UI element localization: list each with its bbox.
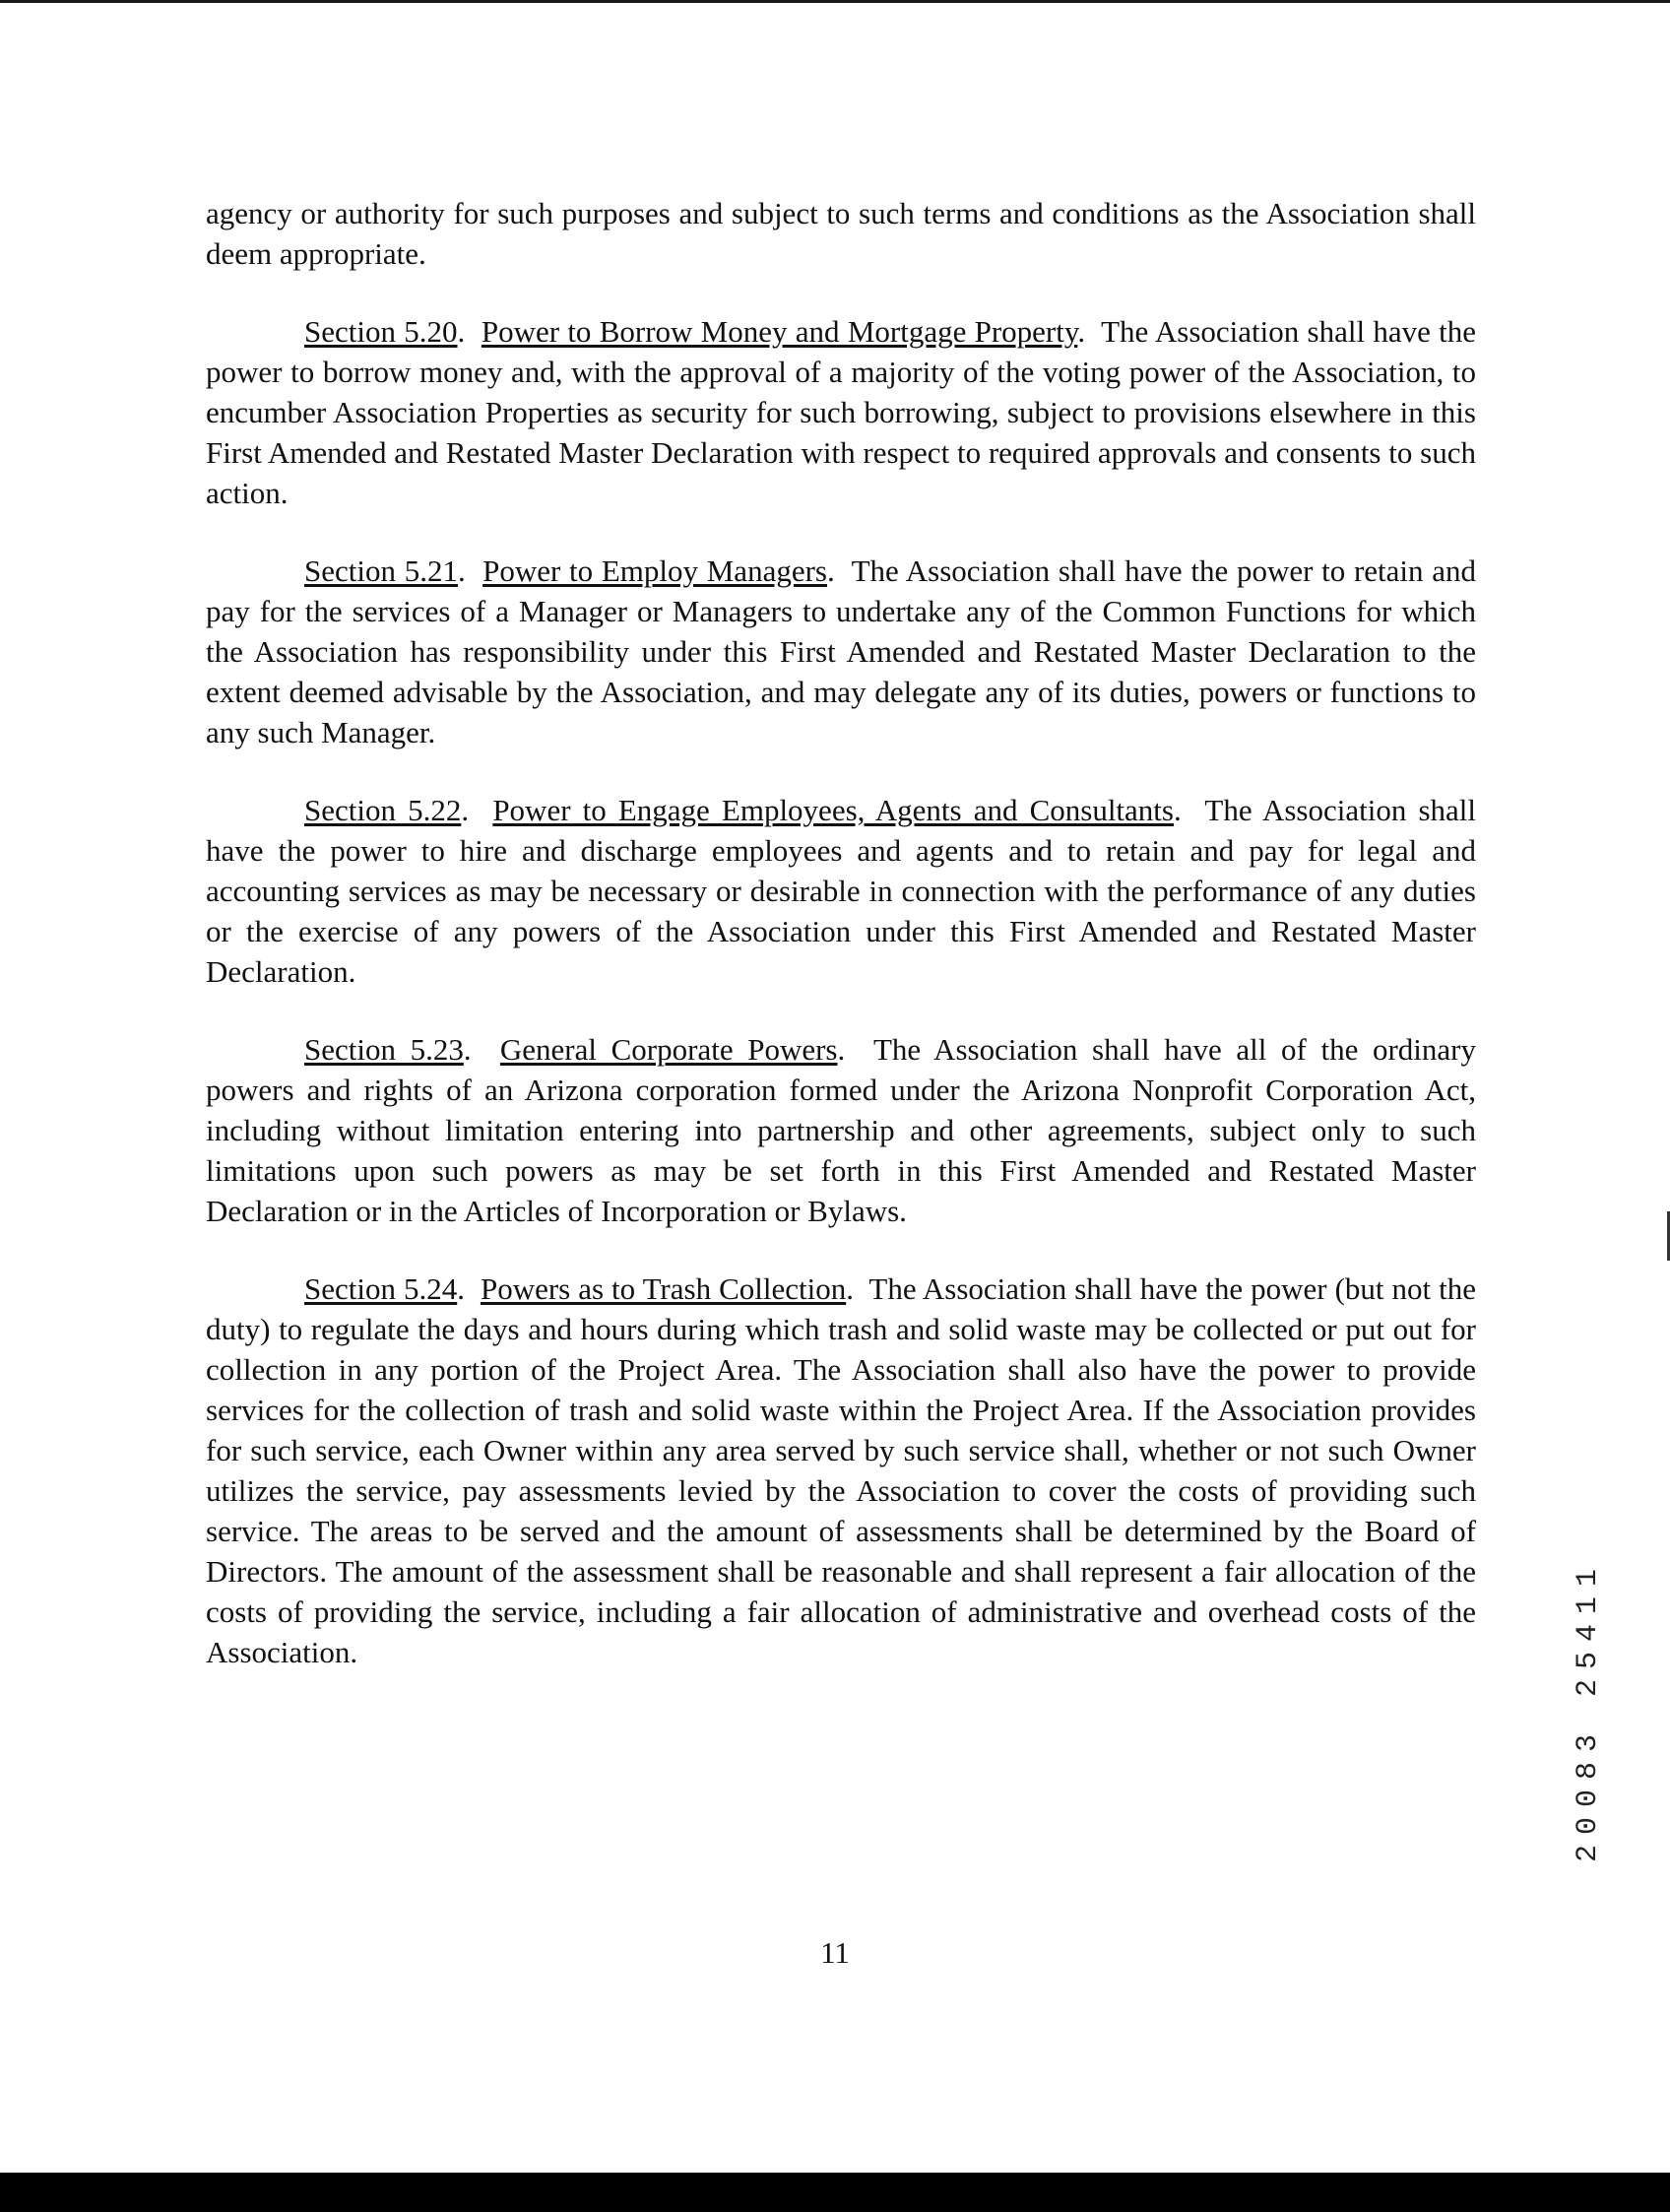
page-number: 11 [820, 1935, 850, 1970]
section-number: Section 5.22 [304, 793, 462, 827]
section-5-23: Section 5.23. General Corporate Powers. The Association shall have all of the ordinary powers and rights of an Arizona corporation formed under the Arizona Nonprofit Corporation Act, including without limitation entering into partnership and other agreements, subject only to such limitations upon such powers as may be set forth in this First Amended and Restated Master Declaration or in the Articles of Incorporation or Bylaws. [206, 1032, 1476, 1228]
section-title: Powers as to Trash Collection [480, 1271, 847, 1306]
recording-stamp-text: 20083 25411 [1572, 1559, 1605, 1863]
section-body: The Association shall have the power to borrow money and, with the approval of a majority of the voting power of the Association, to encumber Association Properties as security for such borrowing, subject to provisions elsewhere in this First Amended and Restated Master Declaration with respect to required approvals and consents to such action. [206, 314, 1477, 510]
section-body: The Association shall have all of the ordinary powers and rights of an Arizona corporation formed under the Arizona Nonprofit Corporation Act, including without limitation entering into partnership and other agreements, subject only to such limitations upon such powers as may be set forth in this First Amended and Restated Master Declaration or in the Articles of Incorporation or Bylaws. [206, 1032, 1476, 1228]
section-5-24: Section 5.24. Powers as to Trash Collection. The Association shall have the power (but not the duty) to regulate the days and hours during which trash and solid waste may be collected or put out for collection in any portion of the Project Area. The Association shall also have the power to provide services for the collection of trash and solid waste within the Project Area. If the Association provides for such service, each Owner within any area served by such service shall, whether or not such Owner utilizes the service, pay assessments levied by the Association to cover the costs of providing such service. The areas to be served and the amount of assessments shall be determined by the Board of Directors. The amount of the assessment shall be reasonable and shall represent a fair allocation of the costs of providing the service, including a fair allocation of administrative and overhead costs of the Association. [206, 1271, 1476, 1669]
section-5-21: Section 5.21. Power to Employ Managers. The Association shall have the power to retain and pay for the services of a Manager or Managers to undertake any of the Common Functions for which the Association has responsibility under this First Amended and Restated Master Declaration to the extent deemed advisable by the Association, and may delegate any of its duties, powers or functions to any such Manager. [206, 553, 1476, 749]
intro-text: agency or authority for such purposes and subject to such terms and conditions as the Association shall deem appropriate. [206, 196, 1476, 271]
intro-paragraph [206, 193, 1476, 274]
section-body: The Association shall have the power to retain and pay for the services of a Manager or Managers to undertake any of the Common Functions for which the Association has responsibility under this First Amended and Restated Master Declaration to the extent deemed advisable by the Association, and may delegate any of its duties, powers or functions to any such Manager. [206, 553, 1476, 749]
scan-edge-bottom [0, 2173, 1670, 2212]
document-body [206, 193, 1476, 1710]
scan-edge-top [0, 0, 1670, 3]
section-5-20: Section 5.20. Power to Borrow Money and Mortgage Property. The Association shall have the power to borrow money and, with the approval of a majority of the voting power of the Association, to encumber Association Properties as security for such borrowing, subject to provisions elsewhere in this First Amended and Restated Master Declaration with respect to required approvals and consents to such action. [206, 314, 1477, 510]
section-5-22: Section 5.22. Power to Engage Employees, Agents and Consultants. The Association shall have the power to hire and discharge employees and agents and to retain and pay for legal and accounting services as may be necessary or desirable in connection with the performance of any duties or the exercise of any powers of the Association under this First Amended and Restated Master Declaration. [206, 793, 1477, 989]
section-title: Power to Borrow Money and Mortgage Property [481, 314, 1078, 349]
section-number: Section 5.24 [304, 1271, 458, 1306]
section-number: Section 5.20 [304, 314, 458, 349]
section-number: Section 5.21 [304, 553, 458, 588]
section-number: Section 5.23 [304, 1032, 464, 1067]
recording-stamp [1572, 1559, 1611, 1914]
section-body: The Association shall have the power (but not the duty) to regulate the days and hours during which trash and solid waste may be collected or put out for collection in any portion of the Project Area. The Association shall also have the power to provide services for the collection of trash and solid waste within the Project Area. If the Association provides for such service, each Owner within any area served by such service shall, whether or not such Owner utilizes the service, pay assessments levied by the Association to cover the costs of providing such service. The areas to be served and the amount of assessments shall be determined by the Board of Directors. The amount of the assessment shall be reasonable and shall represent a fair allocation of the costs of providing the service, including a fair allocation of administrative and overhead costs of the Association. [206, 1271, 1476, 1669]
section-title: General Corporate Powers [499, 1032, 838, 1067]
section-title: Power to Employ Managers [482, 553, 827, 588]
section-title: Power to Engage Employees, Agents and Consultants [492, 793, 1174, 827]
section-body: The Association shall have the power to hire and discharge employees and agents and to retain and pay for legal and accounting services as may be necessary or desirable in connection with the performance of any duties or the exercise of any powers of the Association under this First Amended and Restated Master Declaration. [206, 793, 1477, 989]
